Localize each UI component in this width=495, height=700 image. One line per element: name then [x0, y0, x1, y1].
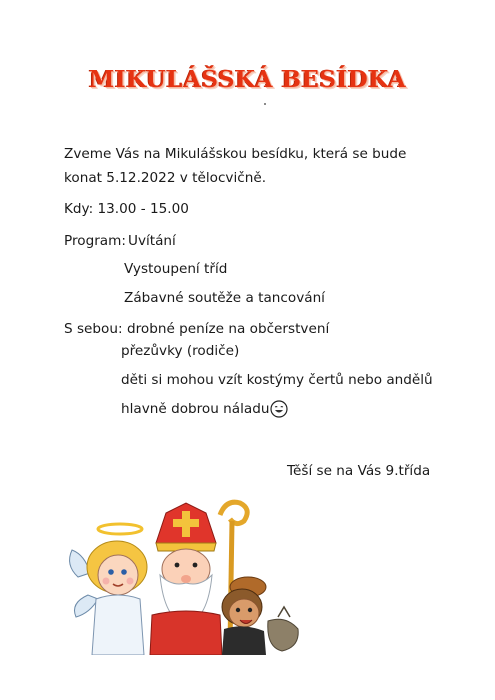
- intro-line-2: konat 5.12.2022 v tělocvičně.: [64, 170, 267, 186]
- bring-item-slippers: přezůvky (rodiče): [121, 343, 240, 359]
- bring-item-mood: hlavně dobrou náladu: [121, 401, 270, 417]
- bring-label: S sebou:: [64, 321, 123, 337]
- signature: Těší se na Vás 9.třída: [287, 463, 431, 479]
- characters-illustration: [60, 495, 310, 655]
- speck: [264, 103, 266, 105]
- program-item-performances: Vystoupení tříd: [124, 261, 228, 277]
- program-item-games: Zábavné soutěže a tancování: [124, 290, 325, 306]
- program-item-welcome: Uvítání: [128, 233, 176, 249]
- intro-line-1: Zveme Vás na Mikulášskou besídku, která se bude: [64, 146, 407, 162]
- time-line: Kdy: 13.00 - 15.00: [64, 201, 189, 217]
- bring-item-money: drobné peníze na občerstvení: [127, 321, 330, 337]
- smiley-icon: [270, 400, 288, 418]
- devil-figure: [222, 577, 298, 655]
- invitation-title: MIKULÁŠSKÁ BESÍDKA: [88, 66, 407, 93]
- bring-item-costumes: děti si mohou vzít kostýmy čertů nebo andělů: [121, 372, 433, 388]
- angel-figure: [70, 524, 147, 655]
- program-label: Program:: [64, 233, 126, 249]
